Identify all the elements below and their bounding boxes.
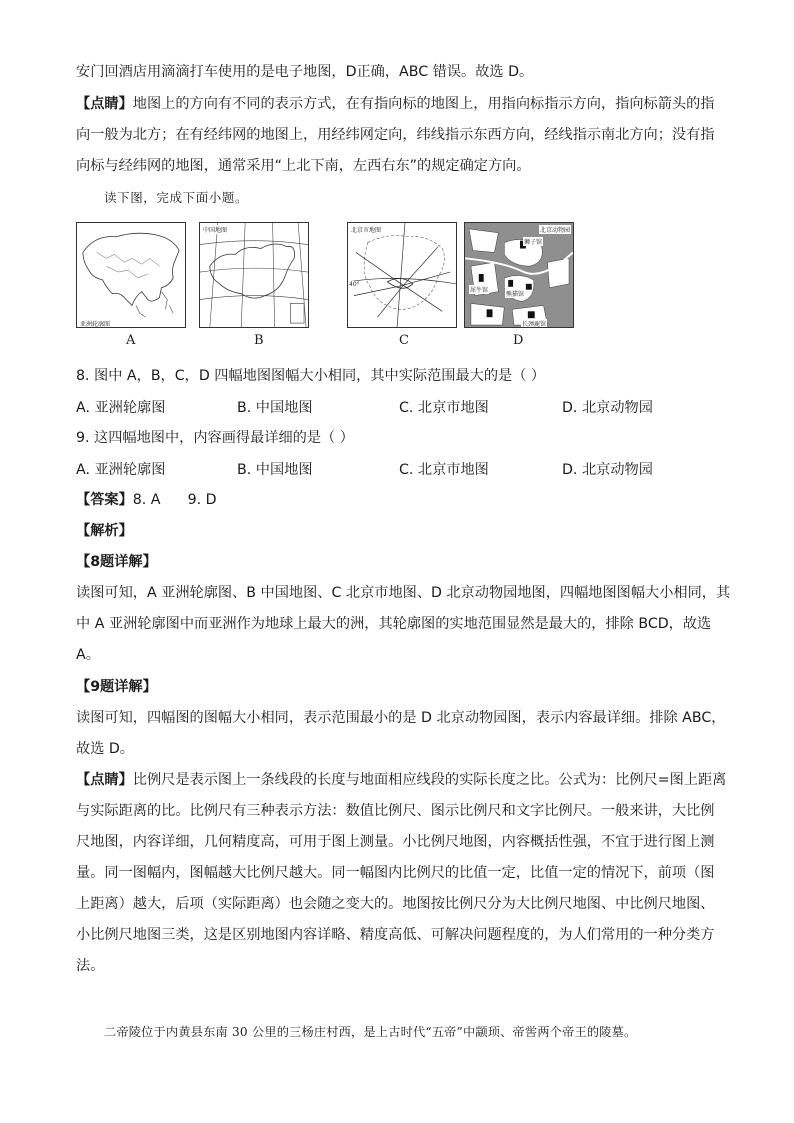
detail9-line-1: 读图可知，四幅图的图幅大小相同，表示范围最小的是 D 北京动物园图，表示内容最详细。排除 ABC， [76, 710, 726, 726]
prev-answer-tail: 安门回酒店用滴滴打车使用的是电子地图，D正确，ABC 错误。故选 D。 [76, 64, 534, 80]
q8-stem: 8. 图中 A，B，C，D 四幅地图图幅大小相同，其中实际范围最大的是（ ） [76, 368, 546, 384]
tip2-line-4: 量。同一图幅内，图幅越大比例尺越大。同一幅图内比例尺的比值一定，比值一定的情况下，前项（图 [76, 865, 715, 881]
map-a-inner-label: 亚洲轮廓图 [80, 321, 111, 328]
q9-stem: 9. 这四幅地图中，内容画得最详细的是（ ） [76, 430, 354, 446]
zoo-place-1: 狮子馆 [524, 239, 543, 246]
tip1-line-1: 【点睛】地图上的方向有不同的表示方式，在有指向标的地图上，用指向标指示方向，指向标箭头的指 [76, 96, 715, 112]
tip1-tag: 【点睛】 [76, 96, 133, 112]
map-b-inner-label: 中国地图 [203, 227, 228, 234]
map-china [199, 222, 309, 328]
answer-tag: 【答案】 [76, 492, 133, 508]
map-b-letter: B [254, 333, 264, 348]
tip2-line-2: 与实际距离的比。比例尺有三种表示方法：数值比例尺、图示比例尺和文字比例尺。一般来讲，大比例 [76, 803, 715, 819]
detail8-tag: 【8题详解】 [76, 554, 157, 570]
map-c-latitude-label: 40° [349, 281, 360, 288]
map-asia-outline [76, 222, 186, 328]
map-a-letter: A [126, 333, 136, 348]
next-material-intro: 二帝陵位于内黄县东南 30 公里的三杨庄村西，是上古时代“五帝”中颛顼、帝喾两个帝王的陵墓。 [104, 1025, 637, 1039]
detail8-line-2: 中 A 亚洲轮廓图中而亚洲作为地球上最大的洲，其轮廓图的实地范围显然是最大的，排除 BCD，故选 [76, 616, 712, 632]
answer-line [76, 490, 217, 510]
tip1-line-2: 向一般为北方；在有经纬网的地图上，用经纬网定向，纬线指示东西方向，经线指示南北方向；没有指 [76, 127, 715, 143]
map-d-letter: D [513, 333, 524, 348]
detail9-tag: 【9题详解】 [76, 679, 157, 695]
tip2-line-1: 【点睛】比例尺是表示图上一条线段的长度与地面相应线段的实际长度之比。公式为：比例尺=图上距离 [76, 772, 727, 788]
detail8-line-1: 读图可知，A 亚洲轮廓图、B 中国地图、C 北京市地图、D 北京动物园地图，四幅地图图幅大小相同，其 [76, 585, 731, 601]
china-map-drawing [200, 223, 308, 327]
zoo-place-2: 熊猫馆 [506, 291, 525, 298]
q9-option-a: A. 亚洲轮廓图 [76, 462, 166, 478]
map-beijing-zoo [464, 222, 574, 328]
map-figure [76, 222, 576, 352]
map-c-letter: C [399, 333, 409, 348]
q9-option-b: B. 中国地图 [237, 462, 313, 478]
asia-outline-drawing [77, 223, 185, 327]
map-c-inner-label: 北京市地图 [351, 227, 382, 234]
figure-intro: 读下图，完成下面小题。 [104, 190, 249, 205]
q8-option-b: B. 中国地图 [237, 400, 313, 416]
q9-option-d: D. 北京动物园 [562, 462, 653, 478]
map-beijing-city [347, 222, 457, 328]
q8-option-d: D. 北京动物园 [562, 400, 653, 416]
tip2-line-3: 尺地图，内容详细，几何精度高，可用于图上测量。小比例尺地图，内容概括性强，不宜于进行图上测 [76, 834, 715, 850]
detail8-line-3: A。 [76, 647, 100, 663]
tip2-line-6: 小比例尺地图三类，这是区别地图内容详略、精度高低、可解决问题程度的，为人们常用的一种分类方 [76, 927, 715, 943]
q9-option-c: C. 北京市地图 [399, 462, 489, 478]
q8-option-c: C. 北京市地图 [399, 400, 489, 416]
tip1-line-3: 向标与经纬网的地图，通常采用“上北下南，左西右东”的规定确定方向。 [76, 158, 531, 174]
detail9-line-2: 故选 D。 [76, 741, 134, 757]
tip2-line-5: 上距离）越大，后项（实际距离）也会随之变大的。地图按比例尺分为大比例尺地图、中比例尺地图、 [76, 896, 715, 912]
beijing-zoo-drawing [465, 223, 573, 327]
analysis-tag: 【解析】 [76, 523, 133, 539]
tip2-tag: 【点睛】 [76, 772, 133, 788]
q8-option-a: A. 亚洲轮廓图 [76, 400, 166, 416]
map-d-inner-label: 北京动物园 [539, 227, 570, 234]
beijing-city-drawing [348, 223, 456, 327]
tip2-line-7: 法。 [76, 958, 105, 974]
zoo-place-3: 犀牛馆 [470, 287, 489, 294]
answer-text: 8. A 9. D [132, 492, 217, 508]
zoo-place-4: 长颈鹿馆 [522, 321, 547, 328]
